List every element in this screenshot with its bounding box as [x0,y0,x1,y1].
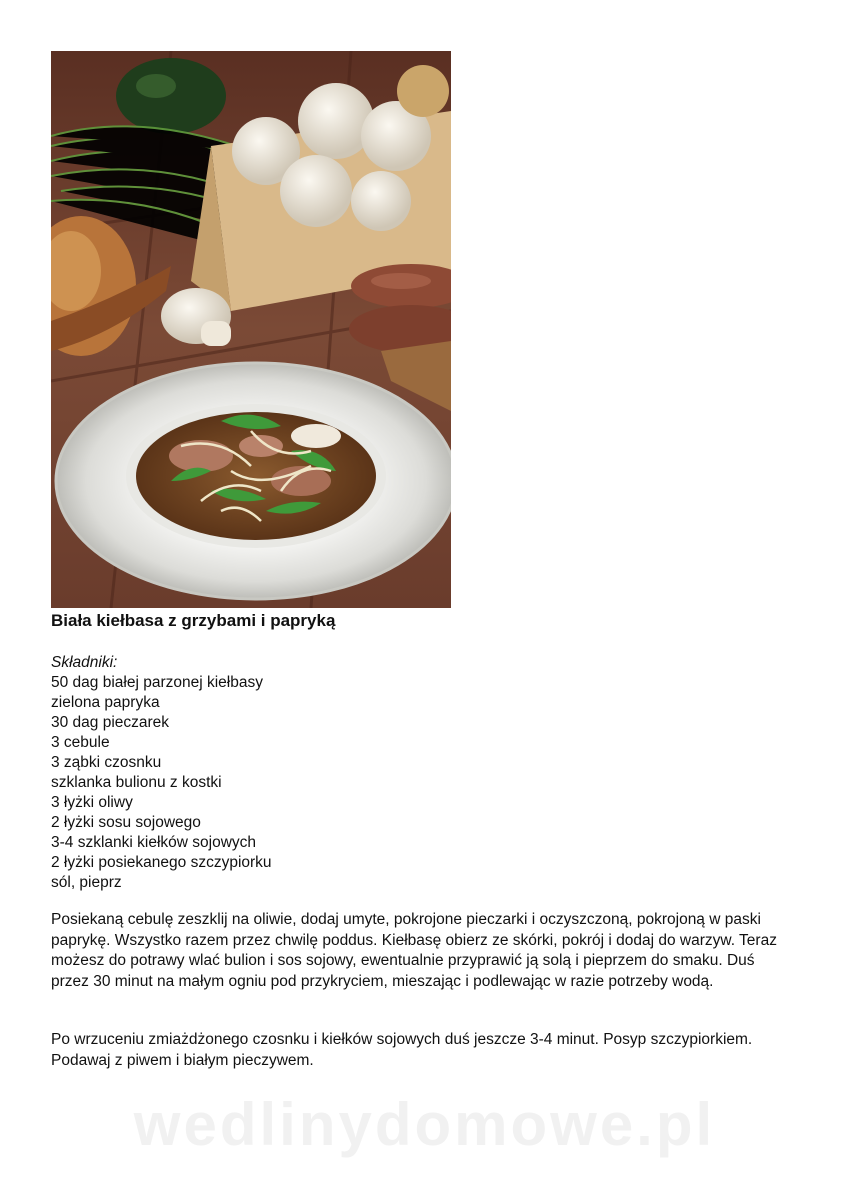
ingredients-list [51,653,272,893]
instructions-paragraph-1: Posiekaną cebulę zeszklij na oliwie, dodaj umyte, pokrojone pieczarki i oczyszczoną, pokrojoną w paski paprykę. Wszystko razem przez chwilę poddus. Kiełbasę obierz ze skórki, pokrój i dodaj do warzyw. Teraz możesz do potrawy wlać bulion i sos sojowy, ewentualnie przyprawić ją solą i pieprzem do smaku. Duś przez 30 minut na małym ogniu pod przykryciem, mieszając i podlewając w razie potrzeby wodą. [51,911,777,990]
list-item: 3 ząbki czosnku [51,754,162,771]
list-item: 2 łyżki posiekanego szczypiorku [51,854,272,871]
list-item: 3 łyżki oliwy [51,794,133,811]
list-item: 30 dag pieczarek [51,714,170,731]
dish-photo [51,51,451,608]
list-item: sól, pieprz [51,874,122,891]
recipe-title: Biała kiełbasa z grzybami i papryką [51,611,336,630]
list-item: 50 dag białej parzonej kiełbasy [51,674,263,691]
list-item: zielona papryka [51,694,160,711]
list-item: 3-4 szklanki kiełków sojowych [51,834,257,851]
list-item: szklanka bulionu z kostki [51,774,222,791]
dish-photo-icon [51,51,451,608]
list-item: 2 łyżki sosu sojowego [51,814,201,831]
instructions-paragraph-2: Po wrzuceniu zmiażdżonego czosnku i kiełków sojowych duś jeszcze 3-4 minut. Posyp szczypiorkiem. Podawaj z piwem i białym pieczywem. [51,1031,753,1069]
watermark: wedlinydomowe.pl [133,1091,716,1158]
ingredients-heading: Składniki: [51,654,118,671]
list-item: 3 cebule [51,734,110,751]
